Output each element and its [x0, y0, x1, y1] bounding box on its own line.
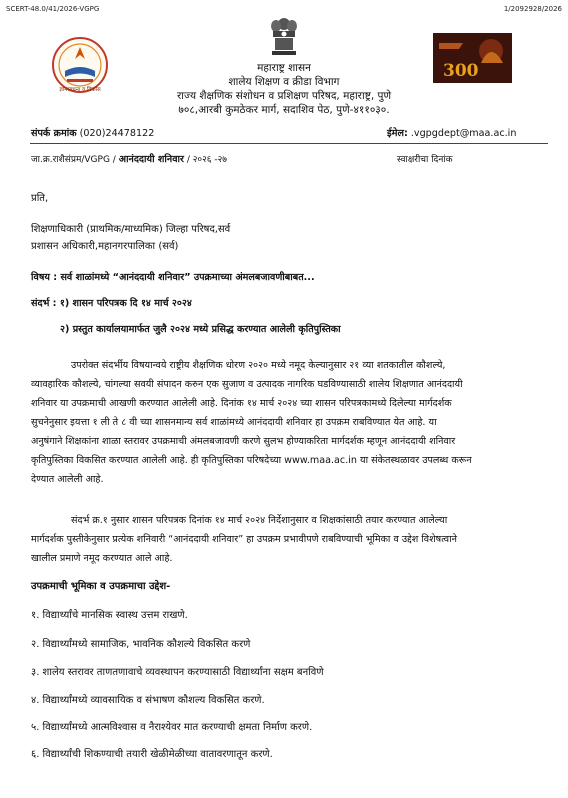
office-address: ७०८,आरबी कुमठेकर मार्ग, सदाशिव पेठ, पुणे-४११०३०.: [178, 104, 390, 116]
body-paragraph-1: [31, 356, 547, 489]
council-name: राज्य शैक्षणिक संशोधन व प्रशिक्षण परिषद, महाराष्ट्र, पुणे: [176, 90, 392, 102]
objective-item: १. विद्यार्थ्यांचे मानसिक स्वास्थ उत्तम राखणे.: [31, 610, 188, 621]
paragraph-line: मार्गदर्शक पुस्तीकेनुसार प्रत्येक शनिवारी “आनंददायी शनिवार” हा उपक्रम प्रभावीपणे राबविण्याची भूमिका व उद्देश विशेषत्वाने: [31, 534, 457, 545]
paragraph-line: खालील प्रमाणे नमूद करण्यात आले आहे.: [31, 553, 173, 564]
email-address[interactable]: .vgpgdept@maa.ac.in: [410, 128, 517, 139]
objective-item: ३. शालेय स्तरावर ताणतणावाचे व्यवस्थापन करण्यासाठी विद्यार्थ्यांना सक्षम बनविणे: [31, 667, 324, 678]
paragraph-line: देण्यात आलेली आहे.: [31, 474, 104, 485]
header-divider: [30, 143, 548, 144]
anniversary-number: 300: [443, 61, 479, 81]
contact-number: [31, 126, 154, 139]
outward-prefix: जा.क्र.राशैसंप्रम/VGPG /: [31, 155, 116, 165]
subject-line: विषय : सर्व शाळांमध्ये “आनंददायी शनिवार” उपक्रमाच्या अंमलबजावणीबाबत...: [31, 272, 315, 283]
paragraph-line: संदर्भ क्र.१ नुसार शासन परिपत्रक दिनांक १४ मार्च २०२४ निर्देशानुसार व शिक्षकांसाठी तयार करण्यात आलेल्या: [71, 515, 448, 526]
document-number: 1/2092928/2026: [503, 5, 562, 13]
reference-1: संदर्भ : १) शासन परिपत्रक दि १४ मार्च २०२४: [31, 298, 192, 309]
paragraph-line: अनुषंगाने शिक्षकांना शाळा स्तरावर उपक्रमाची अंमलबजावणी करणे सुलभ होण्याकरिता मार्गदर्शक म्हणून आनंददायी शनिवार: [31, 436, 456, 447]
reference-2: २) प्रस्तुत कार्यालयामार्फत जुलै २०२४ मध्ये प्रसिद्ध करण्यात आलेली कृतिपुस्तिका: [60, 324, 341, 335]
contact-label: संपर्क क्रमांक: [31, 128, 77, 139]
signature-date-label: स्वाक्षरीचा दिनांक: [397, 155, 453, 165]
outward-number: [31, 152, 227, 165]
file-reference: SCERT-48.0/41/2026-VGPG: [6, 5, 100, 13]
paragraph-line: सुचनेनुसार इयत्ता १ ली ते ८ वी च्या शासनमान्य सर्व शाळांमध्ये आनंददायी शनिवार हा उपक्रम राबविण्यात येत आहे. या: [31, 417, 437, 428]
government-name: महाराष्ट्र शासन: [257, 62, 311, 74]
objective-item: २. विद्यार्थ्यांमध्ये सामाजिक, भावनिक कौशल्ये विकसित करणे: [31, 639, 251, 650]
objectives-heading: उपक्रमाची भूमिका व उपक्रमाचा उद्देश-: [31, 581, 171, 592]
body-paragraph-2: [31, 511, 547, 568]
objective-item: ५. विद्यार्थ्यांमध्ये आत्मविश्वास व नैराश्येवर मात करण्याची क्षमता निर्माण करणे.: [31, 722, 313, 733]
objective-item: ६. विद्यार्थ्यांची शिकण्याची तयारी खेळीमेळीच्या वातावरणातून करणे.: [31, 749, 273, 760]
objective-item: ४. विद्यार्थ्यांमध्ये व्यावसायिक व संभाषण कौशल्य विकसित करणे.: [31, 695, 265, 706]
phone-number: (020)24478122: [79, 128, 155, 139]
email-line: [387, 126, 516, 139]
paragraph-line: कृतिपुस्तिका विकसित करण्यात आलेली आहे. ही कृतिपुस्तिका परिषदेच्या www.maa.ac.in या संकेतस्थळावर उपलब्ध करून: [31, 455, 472, 466]
addressee-salutation: प्रति,: [31, 193, 49, 204]
outward-subject: आनंददायी शनिवार: [118, 154, 184, 165]
state-emblem-icon: [267, 14, 301, 58]
scert-logo-caption: ज्ञानसाधना व विकास: [59, 87, 101, 93]
email-label: ईमेल:: [387, 128, 408, 139]
paragraph-line: व्यावहारिक कौशल्ये, चांगल्या सवयी संपादन करुन एक सुजाण व उत्पादक नागरिक घडविण्यासाठी शालेय शिक्षणात आनंददायी: [31, 379, 463, 390]
department-name: शालेय शिक्षण व क्रीडा विभाग: [228, 76, 340, 88]
recipient-1: शिक्षणाधिकारी (प्राथमिक/माध्यमिक) जिल्हा परिषद,सर्व: [31, 224, 231, 235]
recipient-2: प्रशासन अधिकारी,महानगरपालिका (सर्व): [31, 241, 179, 252]
paragraph-line: उपरोक्त संदर्भीय विषयान्वये राष्ट्रीय शैक्षणिक धोरण २०२० मध्ये नमूद केल्यानुसार २१ व्या शतकातील कौशल्ये,: [71, 360, 446, 371]
outward-suffix: / २०२६ -२७: [186, 155, 227, 165]
paragraph-line: शनिवार या उपक्रमाची आखणी करण्यात आलेली आहे. दिनांक १४ मार्च २०२४ च्या शासन परिपत्रकामध्ये दिलेल्या मार्गदर्शक: [31, 398, 452, 409]
